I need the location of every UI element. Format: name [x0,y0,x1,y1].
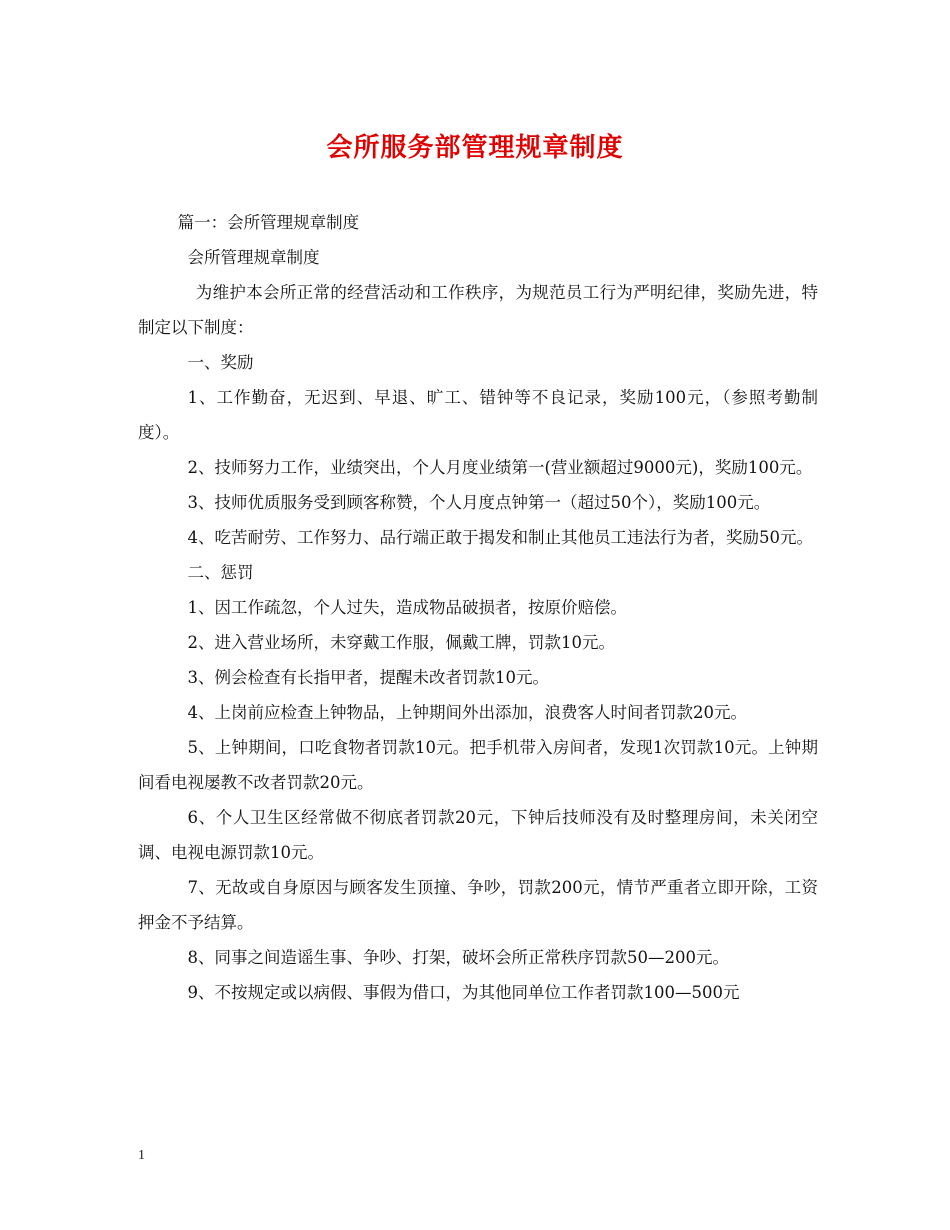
penalty-item: 9、不按规定或以病假、事假为借口，为其他同单位工作者罚款100—500元 [187,983,740,1002]
section-heading: 篇一：会所管理规章制度 [177,213,360,232]
penalty-item: 2、进入营业场所，未穿戴工作服，佩戴工牌，罚款10元。 [187,633,615,652]
reward-item: 1、工作勤奋，无迟到、早退、旷工、错钟等不良记录，奖励100元，（参照考勤制度）。 [138,388,818,442]
subheading: 会所管理规章制度 [187,248,320,267]
penalty-item: 1、因工作疏忽，个人过失，造成物品破损者，按原价赔偿。 [187,598,627,617]
penalties-heading: 二、惩罚 [187,563,254,582]
document-title: 会所服务部管理规章制度 [326,133,624,163]
penalty-item: 8、同事之间造谣生事、争吵、打架，破坏会所正常秩序罚款50—200元。 [187,948,729,967]
penalty-item: 6、个人卫生区经常做不彻底者罚款20元，下钟后技师没有及时整理房间，未关闭空调、电视电源罚款10元。 [138,808,818,862]
document-body [138,205,818,1010]
rewards-heading: 一、奖励 [187,353,254,372]
page-number: 1 [138,1148,145,1163]
reward-item: 3、技师优质服务受到顾客称赞，个人月度点钟第一（超过50个），奖励100元。 [187,493,771,512]
intro-paragraph: 为维护本会所正常的经营活动和工作秩序，为规范员工行为严明纪律，奖励先进，特制定以下制度： [138,283,818,337]
penalty-item: 7、无故或自身原因与顾客发生顶撞、争吵，罚款200元，情节严重者立即开除，工资押金不予结算。 [138,878,818,932]
reward-item: 4、吃苦耐劳、工作努力、品行端正敢于揭发和制止其他员工违法行为者，奖励50元。 [187,528,813,547]
penalty-item: 3、例会检查有长指甲者，提醒未改者罚款10元。 [187,668,549,687]
penalty-item: 5、上钟期间，口吃食物者罚款10元。把手机带入房间者，发现1次罚款10元。上钟期间看电视屡教不改者罚款20元。 [138,738,818,792]
reward-item: 2、技师努力工作，业绩突出，个人月度业绩第一(营业额超过9000元)，奖励100元。 [187,458,813,477]
penalty-item: 4、上岗前应检查上钟物品，上钟期间外出添加，浪费客人时间者罚款20元。 [187,703,747,722]
